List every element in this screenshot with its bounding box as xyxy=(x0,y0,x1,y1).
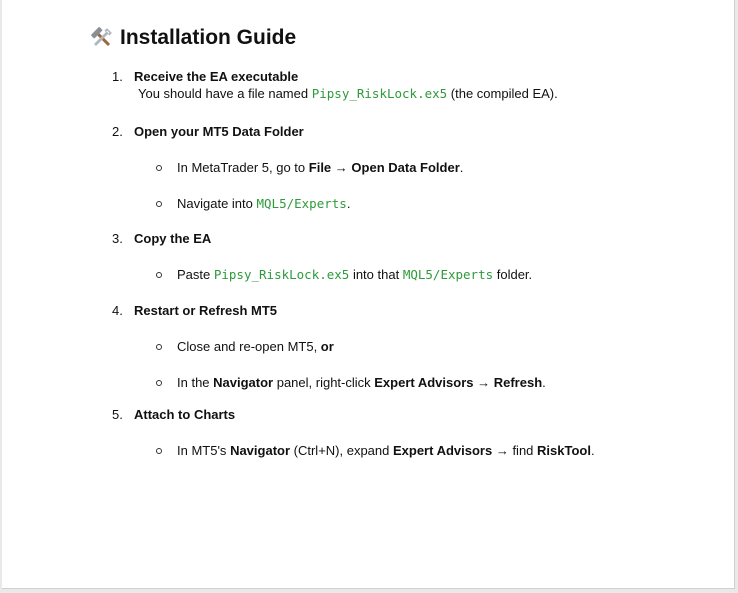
step-heading: Open your MT5 Data Folder xyxy=(134,124,304,139)
step-heading: Restart or Refresh MT5 xyxy=(134,303,278,318)
step-number: 2. xyxy=(112,124,123,139)
step-heading: Receive the EA executable xyxy=(134,69,299,84)
list-item: In MetaTrader 5, go to File → Open Data Folder. xyxy=(156,159,712,176)
bullet-icon xyxy=(156,272,162,278)
path-code: MQL5/Experts xyxy=(256,196,347,211)
step-5 xyxy=(112,406,712,466)
path-code: MQL5/Experts xyxy=(402,267,494,282)
steps-list xyxy=(112,68,712,466)
bullet-icon xyxy=(156,165,162,171)
step-4 xyxy=(112,302,712,406)
bullet-icon xyxy=(156,201,162,207)
step-number: 4. xyxy=(112,303,123,318)
step-number: 5. xyxy=(112,407,123,422)
step-heading: Copy the EA xyxy=(134,231,212,246)
step-heading: Attach to Charts xyxy=(134,407,236,422)
list-item: Navigate into MQL5/Experts. xyxy=(156,195,712,212)
filename-code: Pipsy_RiskLock.ex5 xyxy=(213,267,350,282)
step-3 xyxy=(112,230,712,302)
list-item: Paste Pipsy_RiskLock.ex5 into that MQL5/Experts folder. xyxy=(156,266,712,283)
list-item: In MT5's Navigator (Ctrl+N), expand Expert Advisors → find RiskTool. xyxy=(156,442,712,459)
document-page xyxy=(2,0,735,589)
filename-code: Pipsy_RiskLock.ex5 xyxy=(311,86,448,101)
guide-title-text: Installation Guide xyxy=(120,26,297,49)
step-number: 1. xyxy=(112,69,123,84)
guide-title xyxy=(90,26,296,50)
step-1 xyxy=(112,68,712,123)
hammer-and-wrench-icon xyxy=(90,26,114,50)
list-item: In the Navigator panel, right-click Expert Advisors → Refresh. xyxy=(156,374,712,391)
bullet-icon xyxy=(156,380,162,386)
bullet-icon xyxy=(156,344,162,350)
list-item: Close and re-open MT5, or xyxy=(156,338,712,355)
step-note: You should have a file named Pipsy_RiskLock.ex5 (the compiled EA). xyxy=(138,86,558,101)
step-number: 3. xyxy=(112,231,123,246)
bullet-icon xyxy=(156,448,162,454)
step-2 xyxy=(112,123,712,230)
